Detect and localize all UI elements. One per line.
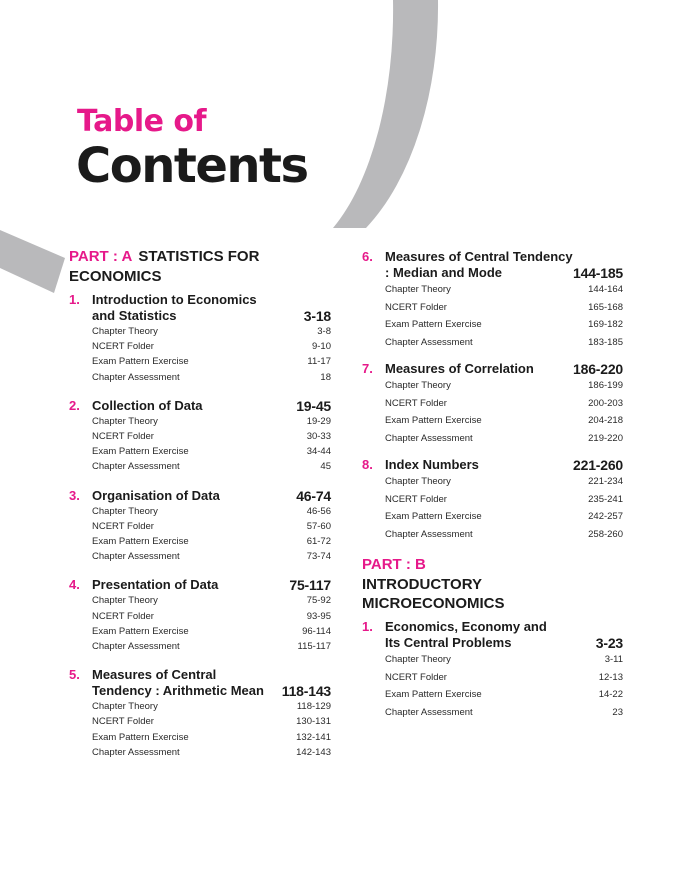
chapter-entry[interactable]	[362, 619, 623, 721]
section-pages: 186-199	[588, 380, 623, 391]
chapter-sections	[92, 699, 331, 760]
chapter-pages: 19-45	[296, 397, 331, 414]
page-title-line2: Contents	[76, 138, 308, 194]
section-pages: 93-95	[306, 610, 331, 622]
chapter-pages: 144-185	[573, 265, 623, 281]
chapter-number: 7.	[362, 361, 373, 376]
section-row[interactable]	[92, 593, 331, 608]
chapter-title: Collection of Data	[92, 397, 203, 413]
section-pages: 14-22	[598, 689, 623, 700]
section-pages: 11-17	[307, 356, 331, 368]
section-label: Exam Pattern Exercise	[92, 625, 189, 637]
section-pages: 242-257	[588, 511, 623, 522]
section-label: Exam Pattern Exercise	[92, 731, 189, 743]
section-pages: 169-182	[588, 319, 623, 330]
chapter-number: 8.	[362, 457, 373, 472]
section-pages: 219-220	[588, 432, 623, 444]
section-label: Chapter Assessment	[385, 706, 473, 718]
section-row[interactable]	[385, 508, 623, 526]
chapter-heading	[362, 361, 623, 377]
section-pages: 200-203	[588, 397, 623, 409]
section-label: Chapter Assessment	[92, 746, 180, 758]
chapter-number: 1.	[69, 292, 80, 307]
section-label: Exam Pattern Exercise	[92, 356, 189, 368]
section-pages: 46-56	[306, 505, 331, 517]
section-pages: 235-241	[588, 493, 623, 505]
chapter-sections	[385, 281, 623, 351]
chapter-sections	[385, 473, 623, 543]
section-pages: 130-131	[296, 716, 331, 728]
section-pages: 142-143	[296, 746, 331, 758]
section-pages: 118-129	[296, 701, 331, 713]
section-row[interactable]	[385, 395, 623, 413]
chapter-entry[interactable]	[69, 667, 331, 760]
section-pages: 19-29	[306, 415, 331, 427]
decorative-arc-top	[333, 0, 438, 228]
section-label: NCERT Folder	[385, 493, 447, 505]
section-label: Chapter Assessment	[92, 371, 180, 383]
section-row[interactable]	[92, 519, 331, 534]
section-row[interactable]	[92, 534, 331, 549]
section-pages: 18	[320, 371, 331, 383]
toc-column-left	[69, 247, 331, 760]
section-row[interactable]	[385, 686, 623, 704]
section-row[interactable]	[92, 504, 331, 519]
chapter-number: 1.	[362, 619, 373, 634]
section-row[interactable]	[92, 324, 331, 339]
section-pages: 34-44	[306, 446, 331, 458]
section-pages: 96-114	[302, 625, 331, 637]
section-label: Chapter Theory	[92, 595, 158, 607]
section-row[interactable]	[385, 473, 623, 491]
section-row[interactable]	[92, 429, 331, 444]
chapter-sections	[92, 414, 331, 475]
section-pages: 3-11	[604, 654, 623, 665]
chapter-title: Measures of Correlation	[385, 361, 534, 376]
section-label: Exam Pattern Exercise	[92, 446, 189, 458]
section-row[interactable]	[92, 414, 331, 429]
section-label: Chapter Theory	[92, 326, 158, 337]
section-row[interactable]	[385, 704, 623, 722]
chapter-heading	[69, 488, 331, 504]
section-row[interactable]	[92, 549, 331, 564]
section-label: Chapter Theory	[385, 380, 451, 391]
section-pages: 221-234	[588, 476, 623, 487]
chapter-entry[interactable]	[362, 249, 623, 351]
section-label: NCERT Folder	[385, 301, 447, 313]
section-pages: 73-74	[306, 551, 331, 563]
section-label: Chapter Assessment	[385, 336, 473, 348]
part-a-title: STATISTICS FOR ECONOMICS	[69, 248, 260, 285]
section-pages: 57-60	[306, 520, 331, 532]
chapter-heading	[69, 292, 331, 324]
section-row[interactable]	[385, 430, 623, 448]
section-label: Chapter Theory	[385, 284, 451, 295]
chapter-pages: 3-23	[595, 635, 623, 651]
section-row[interactable]	[92, 624, 331, 639]
section-label: Exam Pattern Exercise	[92, 536, 189, 548]
chapter-sections	[385, 377, 623, 447]
section-row[interactable]	[385, 299, 623, 317]
section-row[interactable]	[385, 377, 623, 395]
section-pages: 75-92	[306, 595, 331, 607]
chapter-title: Presentation of Data	[92, 577, 219, 593]
section-label: Chapter Assessment	[385, 528, 473, 540]
section-label: NCERT Folder	[92, 341, 154, 353]
chapter-title: Introduction to Economics and Statistics	[92, 292, 257, 323]
chapter-pages: 221-260	[573, 457, 623, 473]
chapter-pages: 3-18	[303, 308, 331, 324]
section-row[interactable]	[92, 339, 331, 354]
part-b-title: INTRODUCTORY MICROECONOMICS	[362, 576, 505, 612]
chapter-number: 3.	[69, 487, 80, 503]
section-pages: 115-117	[297, 641, 331, 653]
section-label: NCERT Folder	[385, 671, 447, 683]
chapter-heading	[69, 577, 331, 593]
section-label: Chapter Theory	[92, 505, 158, 517]
chapter-entry[interactable]	[69, 577, 331, 654]
section-pages: 183-185	[588, 336, 623, 348]
chapter-entry[interactable]	[362, 457, 623, 543]
chapter-sections	[92, 504, 331, 565]
section-label: Exam Pattern Exercise	[385, 689, 482, 700]
section-label: Chapter Assessment	[92, 641, 180, 653]
chapter-pages: 46-74	[296, 487, 331, 504]
section-row[interactable]	[92, 639, 331, 654]
page-title-line1: Table of	[77, 104, 207, 139]
chapter-number: 4.	[69, 577, 80, 593]
chapter-heading	[362, 249, 623, 281]
toc-column-right	[362, 249, 623, 721]
section-row[interactable]	[92, 459, 331, 474]
section-pages: 45	[320, 461, 331, 473]
section-label: Chapter Theory	[92, 701, 158, 713]
chapter-entry[interactable]	[69, 488, 331, 565]
chapter-number: 6.	[362, 249, 373, 264]
section-label: NCERT Folder	[92, 520, 154, 532]
section-row[interactable]	[92, 714, 331, 729]
section-row[interactable]	[92, 354, 331, 369]
section-pages: 61-72	[306, 536, 331, 548]
section-row[interactable]	[385, 412, 623, 430]
section-label: Chapter Theory	[385, 476, 451, 487]
decorative-arc-left	[0, 230, 65, 293]
section-pages: 23	[612, 706, 623, 718]
section-pages: 12-13	[598, 671, 623, 683]
chapter-pages: 118-143	[281, 683, 331, 700]
chapter-sections	[92, 324, 331, 385]
section-row[interactable]	[92, 444, 331, 459]
section-label: NCERT Folder	[92, 716, 154, 728]
section-row[interactable]	[92, 745, 331, 760]
section-row[interactable]	[385, 281, 623, 299]
section-label: Chapter Theory	[385, 654, 451, 665]
chapter-pages: 75-117	[289, 577, 331, 594]
section-pages: 204-218	[588, 415, 623, 426]
section-row[interactable]	[385, 491, 623, 509]
chapter-pages: 186-220	[573, 361, 623, 377]
section-row[interactable]	[92, 699, 331, 714]
chapter-entry[interactable]	[69, 398, 331, 475]
part-b-label: PART : B	[362, 556, 426, 573]
section-row[interactable]	[385, 334, 623, 352]
chapter-heading	[362, 457, 623, 473]
part-a-label: PART : A	[69, 248, 133, 265]
chapter-title: Measures of Central Tendency : Median and Mode	[385, 249, 573, 280]
chapter-title: Economics, Economy and Its Central Problems	[385, 619, 547, 650]
part-b-heading	[362, 555, 623, 613]
section-label: Chapter Assessment	[385, 432, 473, 444]
section-label: Chapter Assessment	[92, 551, 180, 563]
section-row[interactable]	[385, 526, 623, 544]
chapter-entry[interactable]	[362, 361, 623, 447]
section-label: Exam Pattern Exercise	[385, 319, 482, 330]
chapter-heading	[69, 398, 331, 414]
chapter-title: Index Numbers	[385, 457, 479, 472]
section-pages: 144-164	[588, 284, 623, 295]
chapter-sections	[385, 651, 623, 721]
section-label: NCERT Folder	[385, 397, 447, 409]
section-pages: 258-260	[588, 528, 623, 540]
section-row[interactable]	[92, 609, 331, 624]
section-label: NCERT Folder	[92, 431, 154, 443]
section-label: Chapter Theory	[92, 415, 158, 427]
section-label: Exam Pattern Exercise	[385, 415, 482, 426]
section-label: Chapter Assessment	[92, 461, 180, 473]
section-label: NCERT Folder	[92, 610, 154, 622]
chapter-title: Organisation of Data	[92, 487, 220, 503]
section-pages: 132-141	[296, 731, 331, 743]
chapter-heading	[69, 667, 331, 699]
section-pages: 165-168	[588, 301, 623, 313]
section-row[interactable]	[385, 669, 623, 687]
chapter-entry[interactable]	[69, 292, 331, 385]
chapter-sections	[92, 593, 331, 654]
part-a-heading	[69, 247, 331, 287]
chapter-number: 5.	[69, 667, 80, 683]
section-label: Exam Pattern Exercise	[385, 511, 482, 522]
section-pages: 30-33	[306, 431, 331, 443]
section-row[interactable]	[385, 316, 623, 334]
chapter-number: 2.	[69, 397, 80, 413]
section-row[interactable]	[385, 651, 623, 669]
section-pages: 9-10	[311, 341, 331, 353]
chapter-title: Measures of Central Tendency : Arithmetic Mean	[92, 667, 264, 699]
chapter-heading	[362, 619, 623, 651]
section-row[interactable]	[92, 370, 331, 385]
section-row[interactable]	[92, 730, 331, 745]
section-pages: 3-8	[317, 326, 331, 337]
